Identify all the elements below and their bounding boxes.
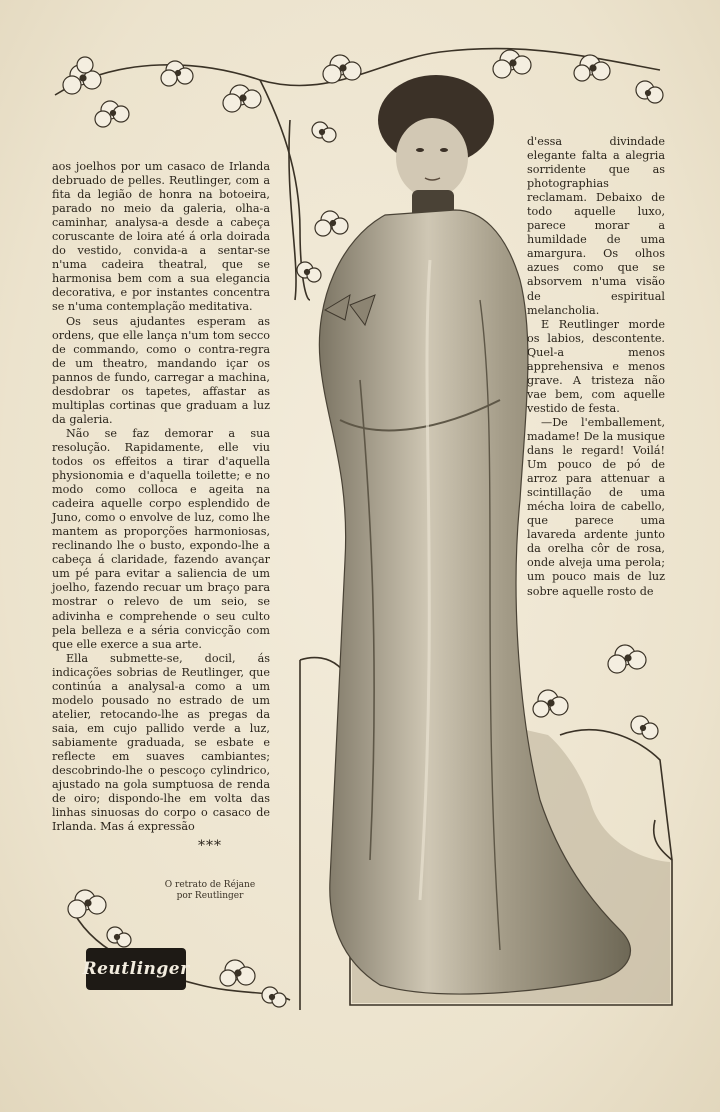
left-text-column [52,160,270,834]
caption-line: por Reutlinger [176,891,244,901]
paragraph: aos joelhos por um casaco de Irlanda debruado de pelles. Reutlinger, com a fita da legião de honra na botoeira, parado no meio da galeria, olha-a caminhar, analysa-a desde a cabeça coruscante de loira até á orla doirada do vestido, convida-a a sentar-se n'uma cadeira theatral, que se harmonisa bem com a sua elegancia decorativa, e por instantes concentra se n'uma contemplação meditativa. [52,160,270,314]
section-ornament: *** [198,838,222,854]
paragraph: —De l'emballement, madame! De la musique dans le regard! Voilá! Um pouco de pó de arroz para attenuar a scintillação de uma mécha loira de cabello, que parece uma lavareda ardente junto da orelha côr de rosa, onde alveja uma perola; um pouco mais de luz sobre aquelle rosto de [527,415,665,598]
paragraph: Ella submette-se, docil, ás indicações sobrias de Reutlinger, que continúa a analysal-a como a um modelo pousado no estrado de um atelier, retocando-lhe as pregas da saia, em cujo pallido verde a luz, sabiamente graduada, se esbate e reflecte em suaves cambiantes; descobrindo-lhe o pescoço cylindrico, ajustado na gola sumptuosa de renda de oiro; dispondo-lhe em volta das linhas sinuosas do corpo o casaco de Irlanda. Mas á expressão [52,651,270,834]
right-text-column [527,135,665,599]
photo-caption [140,880,280,902]
logo-text: Reutlinger [82,959,190,979]
caption-line: O retrato de Réjane [164,880,256,890]
face [396,118,468,198]
paragraph: E Reutlinger morde os labios, descontente. Quel-a menos apprehensiva e menos grave. A tristeza não vae bem, com aquelle vestido de festa. [527,317,665,415]
paragraph: d'essa divindade elegante falta a alegria sorridente que as photographias reclamam. Debaixo de todo aquelle luxo, parece morar a humildade de uma amargura. Os olhos azues como que se absorvem n'uma visão de espiritual melancholia. [527,135,665,317]
photographer-logo [82,948,190,990]
paragraph: Os seus ajudantes esperam as ordens, que elle lança n'um tom secco de commando, como o contra-regra de um theatro, mandando içar os pannos de fundo, carregar a machina, desdobrar os tapetes, affastar as multiplas cortinas que graduam a luz da galeria. [52,314,270,426]
paragraph: Não se faz demorar a sua resolução. Rapidamente, elle viu todos os effeitos a tirar d'aquella physionomia e d'aquella toilette; e no modo como colloca e ageita na cadeira aquelle corpo esplendido de Juno, como o envolve de luz, como lhe mantem as proporções harmoniosas, reclinando lhe o busto, expondo-lhe a cabeça á claridade, fazendo avançar um pé para evitar a saliencia de um joelho, fazendo recuar um braço para mostrar o relevo de um seio, se adivinha e comprehende o seu culto pela belleza e a séria convicção com que elle exerce a sua arte. [52,426,270,651]
